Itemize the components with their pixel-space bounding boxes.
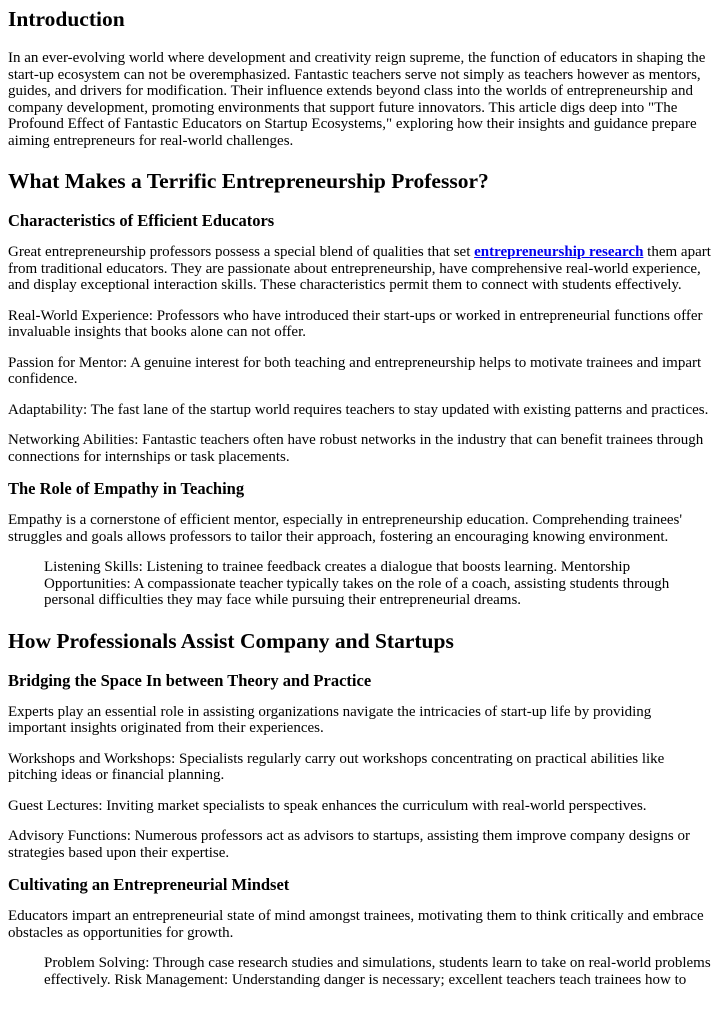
heading-bridging: Bridging the Space In between Theory and Practice [8, 670, 372, 690]
mindset-paragraph: Educators impart an entrepreneurial state of mind amongst trainees, motivating them to think critically and embrace obstacles as opportunities for growth. [8, 908, 704, 941]
mindset-quote: Problem Solving: Through case research studies and simulations, students learn to take on real-world problems effectively. Risk Management: Understanding danger is necessary; excellent teachers teach trainees how to [44, 955, 711, 988]
characteristics-intro-paragraph [8, 244, 712, 294]
characteristic-item-real-world: Real-World Experience: Professors who have introduced their start-ups or worked in entrepreneurial functions offer invaluable insights that books alone can not offer. [8, 307, 703, 340]
characteristics-intro-before-link: Great entrepreneurship professors possess a special blend of qualities that set [8, 244, 475, 260]
characteristics-intro-after-link: them apart from traditional educators. They are passionate about entrepreneurship, have comprehensive real-world experience, and display exceptional interaction skills. These characteristics permit them to connect with students effectively. [8, 244, 711, 293]
heading-mindset: Cultivating an Entrepreneurial Mindset [8, 875, 290, 894]
bridging-item-advisory: Advisory Functions: Numerous professors act as advisors to startups, assisting them improve company designs or strategies based upon their expertise. [8, 828, 691, 861]
bridging-item-guest-lectures: Guest Lectures: Inviting market specialists to speak enhances the curriculum with real-world perspectives. [8, 797, 647, 814]
heading-professionals: How Professionals Assist Company and Startups [8, 628, 454, 653]
entrepreneurship-research-link[interactable]: entrepreneurship research [474, 244, 644, 260]
empathy-quote: Listening Skills: Listening to trainee feedback creates a dialogue that boosts learning. Mentorship Opportunities: A compassionate teacher typically takes on the role of a coach, assisting students through personal difficulties they may face while pursuing their entrepreneurial dreams. [44, 559, 670, 608]
heading-terrific-professor: What Makes a Terrific Entrepreneurship Professor? [8, 169, 489, 193]
heading-empathy: The Role of Empathy in Teaching [8, 479, 245, 498]
heading-characteristics: Characteristics of Efficient Educators [8, 211, 275, 230]
characteristic-item-adaptability: Adaptability: The fast lane of the startup world requires teachers to stay updated with existing patterns and practices. [8, 401, 709, 418]
bridging-item-workshops: Workshops and Workshops: Specialists regularly carry out workshops concentrating on practical abilities like pitching ideas or financial planning. [8, 750, 665, 783]
characteristic-item-passion: Passion for Mentor: A genuine interest for both teaching and entrepreneurship helps to motivate trainees and impart confidence. [8, 354, 702, 387]
introduction-paragraph: In an ever-evolving world where development and creativity reign supreme, the function of educators in shaping the start-up ecosystem can not be overemphasized. Fantastic teachers serve not simply as teachers however as mentors, guides, and drivers for modification. Their influence extends beyond class into the worlds of entrepreneurship and company development, promoting environments that support future innovators. This article digs deep into "The Profound Effect of Fantastic Educators on Startup Ecosystems," exploring how their insights and guidance prepare aiming entrepreneurs for real-world challenges. [8, 50, 706, 149]
characteristic-item-networking: Networking Abilities: Fantastic teachers often have robust networks in the industry that can benefit trainees through connections for internships or task placements. [8, 432, 704, 465]
bridging-paragraph: Experts play an essential role in assisting organizations navigate the intricacies of start-up life by providing important insights originated from their experiences. [8, 703, 652, 736]
empathy-paragraph: Empathy is a cornerstone of efficient mentor, especially in entrepreneurship education. Comprehending trainees' struggles and goals allows professors to tailor their approach, fostering an encouraging knowing environment. [8, 512, 683, 545]
heading-introduction: Introduction [8, 7, 125, 31]
